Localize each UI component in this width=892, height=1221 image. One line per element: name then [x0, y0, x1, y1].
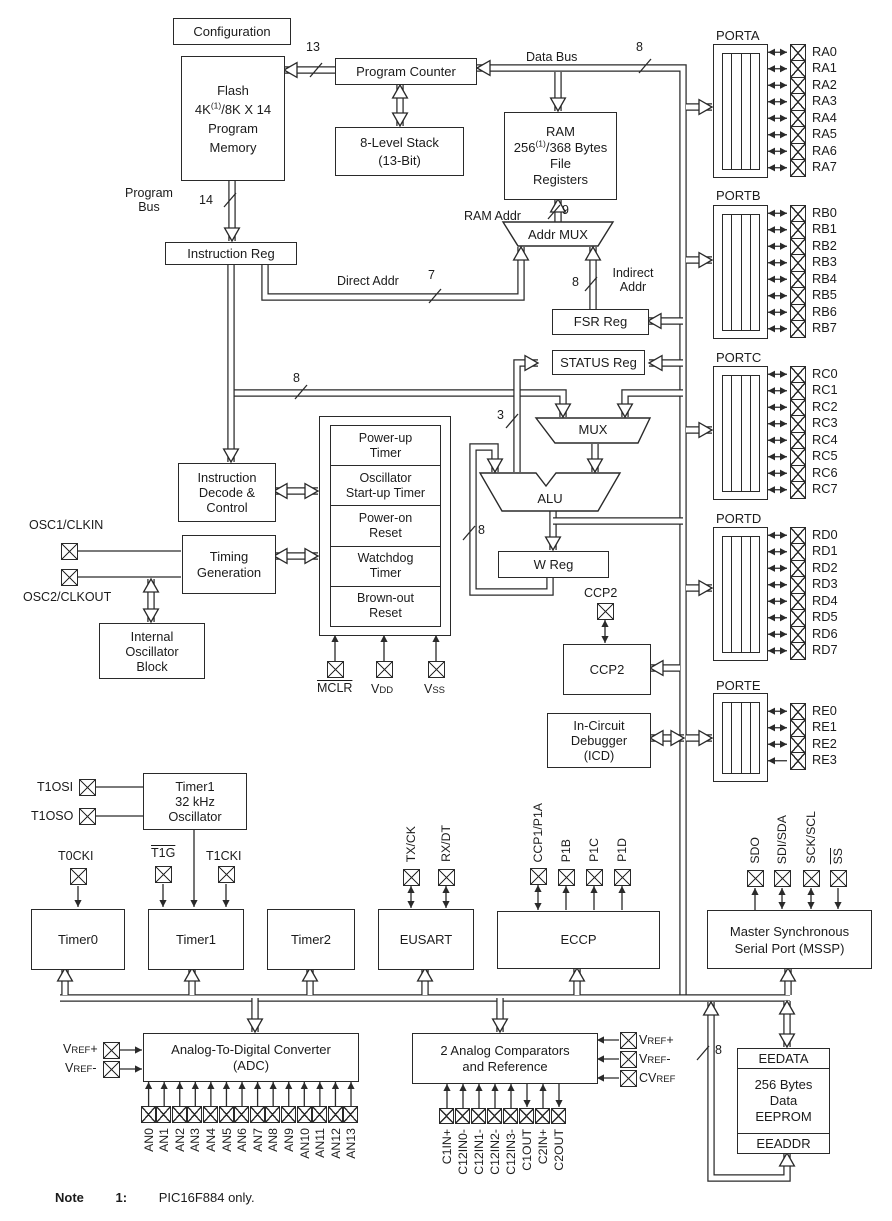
- adc-block: Analog-To-Digital Converter (ADC): [143, 1033, 359, 1082]
- port-pin-row: RA1: [790, 61, 837, 78]
- adc-channel: AN9: [281, 1106, 297, 1159]
- ss-pin-icon: [830, 870, 847, 887]
- comparator-pin: C12IN3-: [503, 1108, 519, 1175]
- rxdt-pin-icon: [438, 869, 455, 886]
- bus-width-8-literal: 8: [293, 371, 300, 385]
- port-pin-row: RD0: [790, 527, 838, 544]
- comparator-pin: C2IN+: [535, 1108, 551, 1175]
- timing-generation-block: Timing Generation: [182, 535, 276, 594]
- t1g-pin-icon: [155, 866, 172, 883]
- pin-icon: [297, 1106, 312, 1123]
- vdd-label: VDD: [371, 682, 394, 696]
- sckscl-pin: SCK/SCL: [803, 811, 818, 864]
- t1cki-pin-icon: [218, 866, 235, 883]
- sdo-pin-icon: [747, 870, 764, 887]
- cvref-pin-icon: [620, 1070, 637, 1087]
- program-counter-block: Program Counter: [335, 58, 477, 85]
- flash-memory-block: Flash 4K$^{(1)}$/8K X 14 Program Memory: [181, 56, 285, 181]
- mux-label: MUX: [578, 422, 608, 437]
- mssp-block: Master Synchronous Serial Port (MSSP): [707, 910, 872, 969]
- t1g-label: T1G: [151, 846, 176, 860]
- instruction-reg-block: Instruction Reg: [165, 242, 297, 265]
- port-pin-row: RC5: [790, 449, 838, 466]
- pin-icon: [790, 399, 806, 417]
- pin-icon: [790, 271, 806, 289]
- portd-pins: [790, 527, 838, 659]
- bus-width-7: 7: [428, 268, 435, 282]
- portc-box: [713, 366, 768, 500]
- p1d-pin: P1D: [614, 838, 629, 862]
- fsr-reg-block: FSR Reg: [552, 309, 649, 335]
- pin-icon: [551, 1108, 567, 1124]
- pin-icon: [519, 1108, 535, 1124]
- adc-channel: AN6: [235, 1106, 251, 1159]
- pin-icon: [790, 366, 806, 384]
- t0cki-label: T0CKI: [58, 849, 94, 863]
- comparator-pin: C12IN0-: [455, 1108, 471, 1175]
- eedata-section: EEDATA: [738, 1049, 829, 1069]
- pin-icon: [790, 752, 806, 770]
- pin-icon: [790, 93, 806, 111]
- port-pin-row: RB7: [790, 321, 837, 338]
- cmp-vrefm-pin-icon: [620, 1051, 637, 1068]
- mclr-pin-icon: [327, 661, 344, 678]
- cmp-vrefm-label: VREF-: [639, 1052, 671, 1066]
- port-pin-row: RC2: [790, 399, 838, 416]
- adc-channel-pins: [141, 1106, 359, 1159]
- pin-icon: [790, 543, 806, 561]
- ccp2-pin-label: CCP2: [584, 586, 618, 600]
- comparator-pin: C12IN2-: [487, 1108, 503, 1175]
- stack-block: 8-Level Stack (13-Bit): [335, 127, 464, 176]
- pin-icon: [455, 1108, 471, 1124]
- adc-vrefm-pin-icon: [103, 1061, 120, 1078]
- porte-box: [713, 693, 768, 782]
- pin-icon: [790, 432, 806, 450]
- program-bus-label: Program Bus: [125, 186, 173, 214]
- comparator-pin: C2OUT: [551, 1108, 567, 1175]
- ccp1-pin-icon: [530, 868, 547, 885]
- bus-width-14: 14: [199, 193, 213, 207]
- adc-channel: AN10: [297, 1106, 313, 1159]
- data-bus-label: Data Bus: [526, 50, 578, 64]
- portc-pins: [790, 366, 838, 498]
- t1oso-pin-icon: [79, 808, 96, 825]
- t1oso-label: T1OSO: [31, 809, 74, 823]
- port-pin-row: RB2: [790, 238, 837, 255]
- pin-icon: [790, 320, 806, 338]
- pin-icon: [281, 1106, 296, 1123]
- pin-icon: [141, 1106, 156, 1123]
- pin-icon: [250, 1106, 265, 1123]
- p1d-pin-icon: [614, 869, 631, 886]
- reset-timers-block: [319, 416, 451, 636]
- port-pin-row: RC0: [790, 366, 838, 383]
- port-pin-row: RC3: [790, 416, 838, 433]
- port-pin-row: RD7: [790, 643, 838, 660]
- eeaddr-section: EEADDR: [738, 1133, 829, 1153]
- reset-row: Power-on Reset: [331, 505, 440, 545]
- pin-icon: [790, 143, 806, 161]
- pin-icon: [790, 415, 806, 433]
- porta-box: [713, 44, 768, 178]
- pin-icon: [790, 481, 806, 499]
- adc-channel: AN4: [203, 1106, 219, 1159]
- adc-channel: AN13: [344, 1106, 360, 1159]
- port-pin-row: RB5: [790, 288, 837, 305]
- bus-width-8-indirect: 8: [572, 275, 579, 289]
- timer2-block: Timer2: [267, 909, 355, 970]
- pin-icon: [487, 1108, 503, 1124]
- pin-icon: [790, 609, 806, 627]
- txck-pin: TX/CK: [403, 825, 418, 862]
- port-pin-row: RA5: [790, 127, 837, 144]
- portc-label: PORTC: [716, 350, 762, 365]
- pin-icon: [439, 1108, 455, 1124]
- port-pin-row: RC1: [790, 383, 838, 400]
- adc-channel: AN2: [172, 1106, 188, 1159]
- ccp1-pin: CCP1/P1A: [530, 802, 545, 862]
- pin-icon: [790, 626, 806, 644]
- mclr-label: MCLR: [317, 681, 353, 695]
- status-reg-block: STATUS Reg: [552, 350, 645, 375]
- pin-icon: [790, 527, 806, 545]
- t1osi-pin-icon: [79, 779, 96, 796]
- port-pin-row: RA7: [790, 160, 837, 177]
- sdo-pin: SDO: [747, 837, 762, 864]
- adc-channel: AN12: [328, 1106, 344, 1159]
- internal-oscillator-block: Internal Oscillator Block: [99, 623, 205, 679]
- pin-icon: [790, 110, 806, 128]
- p1c-pin-icon: [586, 869, 603, 886]
- pin-icon: [187, 1106, 202, 1123]
- comparator-pin: C1IN+: [439, 1108, 455, 1175]
- port-pin-row: RE3: [790, 753, 837, 770]
- portd-label: PORTD: [716, 511, 762, 526]
- pin-icon: [790, 221, 806, 239]
- eeprom-mid-section: 256 Bytes Data EEPROM: [754, 1077, 813, 1124]
- cmp-vrefp-label: VREF+: [639, 1033, 674, 1047]
- adc-channel: AN0: [141, 1106, 157, 1159]
- rxdt-pin: RX/DT: [438, 825, 453, 862]
- port-pin-row: RD6: [790, 626, 838, 643]
- pin-icon: [535, 1108, 551, 1124]
- t0cki-pin-icon: [70, 868, 87, 885]
- pin-icon: [471, 1108, 487, 1124]
- portb-label: PORTB: [716, 188, 761, 203]
- footnote: Note 1: PIC16F884 only.: [55, 1190, 255, 1205]
- cvref-label: CVREF: [639, 1071, 676, 1085]
- pin-icon: [790, 703, 806, 721]
- pin-icon: [328, 1106, 343, 1123]
- pin-icon: [790, 159, 806, 177]
- ss-pin: SS: [830, 847, 845, 864]
- port-pin-row: RB1: [790, 222, 837, 239]
- adc-vrefm-label: VREF-: [65, 1061, 97, 1075]
- t1osi-label: T1OSI: [37, 780, 74, 794]
- ram-block: RAM 256$^{(1)}$/368 Bytes File Registers: [504, 112, 617, 200]
- reset-row: Oscillator Start-up Timer: [331, 465, 440, 505]
- instruction-decode-block: Instruction Decode & Control: [178, 463, 276, 522]
- sdisda-pin-icon: [774, 870, 791, 887]
- osc1-pin-icon: [61, 543, 78, 560]
- comparator-pins: [439, 1108, 567, 1175]
- port-pin-row: RC6: [790, 465, 838, 482]
- port-pin-row: RA0: [790, 44, 837, 61]
- port-pin-row: RD5: [790, 610, 838, 627]
- p1b-pin: P1B: [558, 838, 573, 862]
- adc-channel: AN5: [219, 1106, 235, 1159]
- pin-icon: [790, 576, 806, 594]
- bus-width-9: 9: [562, 203, 569, 217]
- port-pin-row: RA3: [790, 94, 837, 111]
- bus-width-8-data: 8: [636, 40, 643, 54]
- comparator-pin: C1OUT: [519, 1108, 535, 1175]
- ram-addr-label: RAM Addr: [464, 209, 521, 223]
- osc2-label: OSC2/CLKOUT: [23, 590, 112, 604]
- port-pin-row: RE0: [790, 703, 837, 720]
- comparator-pin: C12IN1-: [471, 1108, 487, 1175]
- p1c-pin: P1C: [586, 838, 601, 862]
- vdd-pin-icon: [376, 661, 393, 678]
- pin-icon: [790, 382, 806, 400]
- ccp2-block: CCP2: [563, 644, 651, 695]
- sdisda-pin: SDI/SDA: [774, 814, 789, 864]
- pin-icon: [219, 1106, 234, 1123]
- adc-channel: AN3: [188, 1106, 204, 1159]
- bus-width-8-eeprom: 8: [715, 1043, 722, 1057]
- eeprom-block: [737, 1048, 830, 1154]
- eccp-block: ECCP: [497, 911, 660, 969]
- port-pin-row: RD1: [790, 544, 838, 561]
- timer1-oscillator-block: Timer1 32 kHz Oscillator: [143, 773, 247, 830]
- pin-icon: [503, 1108, 519, 1124]
- port-pin-row: RA2: [790, 77, 837, 94]
- pin-icon: [790, 465, 806, 483]
- osc2-pin-icon: [61, 569, 78, 586]
- timer0-block: Timer0: [31, 909, 125, 970]
- configuration-block: Configuration: [173, 18, 291, 45]
- portb-box: [713, 205, 768, 339]
- reset-row: Power-up Timer: [358, 430, 413, 460]
- porte-label: PORTE: [716, 678, 761, 693]
- pin-icon: [790, 126, 806, 144]
- timer1-block: Timer1: [148, 909, 244, 970]
- reset-row: Brown-out Reset: [331, 586, 440, 626]
- port-pin-row: RE2: [790, 736, 837, 753]
- bus-width-13: 13: [306, 40, 320, 54]
- reset-row: Watchdog Timer: [331, 546, 440, 586]
- w-reg-block: W Reg: [498, 551, 609, 578]
- pin-icon: [265, 1106, 280, 1123]
- t1cki-label: T1CKI: [206, 849, 242, 863]
- pin-icon: [156, 1106, 171, 1123]
- icd-block: In-Circuit Debugger (ICD): [547, 713, 651, 768]
- adc-channel: AN1: [157, 1106, 173, 1159]
- pin-icon: [790, 719, 806, 737]
- porte-pins: [790, 703, 837, 769]
- porta-label: PORTA: [716, 28, 760, 43]
- portd-box: [713, 527, 768, 661]
- port-pin-row: RB4: [790, 271, 837, 288]
- pin-icon: [172, 1106, 187, 1123]
- direct-addr-label: Direct Addr: [337, 274, 399, 288]
- pin-icon: [790, 254, 806, 272]
- adc-vrefp-label: VREF+: [63, 1042, 98, 1056]
- portb-pins: [790, 205, 837, 337]
- pin-icon: [790, 736, 806, 754]
- pin-icon: [234, 1106, 249, 1123]
- port-pin-row: RA6: [790, 143, 837, 160]
- adc-vrefp-pin-icon: [103, 1042, 120, 1059]
- port-pin-row: RD3: [790, 577, 838, 594]
- port-pin-row: RC7: [790, 482, 838, 499]
- pin-icon: [203, 1106, 218, 1123]
- pin-icon: [790, 205, 806, 223]
- pin-icon: [790, 560, 806, 578]
- ccp2-pin-icon: [597, 603, 614, 620]
- eusart-block: EUSART: [378, 909, 474, 970]
- pin-icon: [790, 287, 806, 305]
- adc-channel: AN7: [250, 1106, 266, 1159]
- bus-width-8-wreg: 8: [478, 523, 485, 537]
- sckscl-pin-icon: [803, 870, 820, 887]
- txck-pin-icon: [403, 869, 420, 886]
- vss-pin-icon: [428, 661, 445, 678]
- port-pin-row: RE1: [790, 720, 837, 737]
- pin-icon: [790, 304, 806, 322]
- pin-icon: [790, 448, 806, 466]
- pin-icon: [790, 77, 806, 95]
- addr-mux-label: Addr MUX: [528, 227, 588, 242]
- port-pin-row: RB0: [790, 205, 837, 222]
- p1b-pin-icon: [558, 869, 575, 886]
- comparators-block: 2 Analog Comparators and Reference: [412, 1033, 598, 1084]
- osc1-label: OSC1/CLKIN: [29, 518, 104, 532]
- port-pin-row: RB6: [790, 304, 837, 321]
- bus-width-3: 3: [497, 408, 504, 422]
- vss-label: VSS: [424, 682, 446, 696]
- pin-icon: [790, 60, 806, 78]
- pin-icon: [312, 1106, 327, 1123]
- alu-label: ALU: [537, 491, 563, 506]
- cmp-vrefp-pin-icon: [620, 1032, 637, 1049]
- pin-icon: [790, 44, 806, 62]
- port-pin-row: RD4: [790, 593, 838, 610]
- adc-channel: AN8: [266, 1106, 282, 1159]
- port-pin-row: RD2: [790, 560, 838, 577]
- pin-icon: [790, 238, 806, 256]
- pin-icon: [343, 1106, 358, 1123]
- reset-timers-inner: [330, 425, 441, 627]
- port-pin-row: RC4: [790, 432, 838, 449]
- porta-pins: [790, 44, 837, 176]
- pin-icon: [790, 593, 806, 611]
- port-pin-row: RB3: [790, 255, 837, 272]
- pin-icon: [790, 642, 806, 660]
- adc-channel: AN11: [313, 1106, 329, 1159]
- port-pin-row: RA4: [790, 110, 837, 127]
- indirect-addr-label: Indirect Addr: [612, 266, 654, 294]
